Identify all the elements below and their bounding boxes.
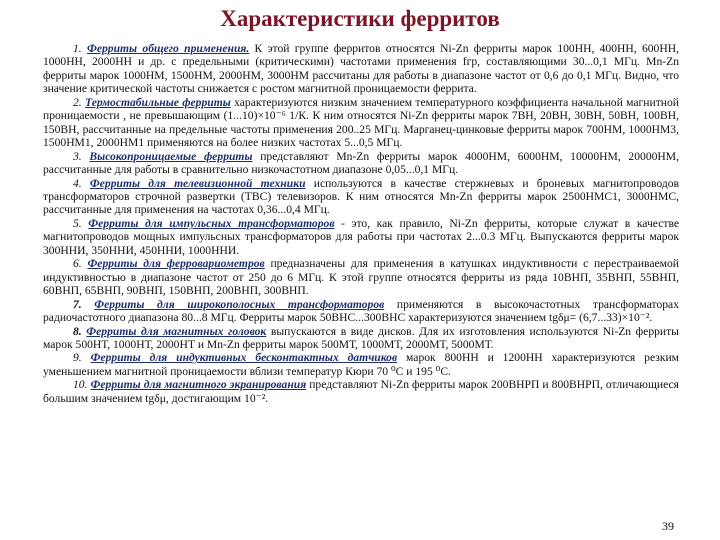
page-number: 39 [662, 519, 674, 533]
paragraph-6 [43, 257, 679, 297]
paragraph-lead: Ферриты для импульсных трансформаторов [88, 216, 335, 230]
paragraph-lead: Ферриты общего применения. [87, 42, 250, 55]
paragraph-text: используются в качестве стержневых и броневых магнитопроводов трансформаторов строчной развертки (ТВС) телевизоров. К ним относятся Mn-Zn ферриты марок 2500НМС1, 3000НМС, рассчитанные для применения на частотах 0,36...0,4 МГц. [43, 176, 680, 217]
paragraph-number: 2. [73, 95, 82, 109]
paragraph-lead: Ферриты для магнитных головок [86, 324, 267, 338]
paragraph-lead: Ферриты для индуктивных бесконтактных датчиков [90, 351, 398, 365]
paragraph-1 [43, 42, 679, 96]
paragraph-number: 9. [73, 351, 82, 365]
paragraph-number: 5. [73, 216, 82, 230]
paragraph-lead: Термостабильные ферриты [85, 95, 231, 109]
paragraph-9 [43, 351, 679, 378]
paragraph-text: К этой группе ферритов относятся Ni-Zn ферриты марок 100НН, 400НН, 600НН, 1000НН, 2000НН и др. с предельными (критическими) частотами применения fгр, составляющими 30...0,1 МГц. Mn-Zn ферриты марок 1000НМ, 1500НМ, 2000НМ, 3000НМ рассчитаны для работы в диапазоне частот от 0,6 до 0,1 МГц. Видно, что значение критической частоты снижается с ростом магнитной проницаемости феррита. [43, 42, 679, 96]
paragraph-text: применяются в высокочастотных трансформаторах радиочастотного диапазона 80...8 МГц. Ферриты марок 50ВНС...300ВНС характеризуются значением tgδμ= (6,7...33)×10⁻². [43, 297, 679, 325]
paragraph-4 [43, 177, 679, 217]
paragraph-text: марок 800НН и 1200НН характеризуются резким уменьшением магнитной проницаемости вблизи температур Кюри 70 ⁰С и 195 ⁰С. [43, 351, 679, 378]
paragraph-text: представляют Mn-Zn ферриты марок 4000НМ, 6000НМ, 10000НМ, 20000НМ, рассчитанные для работы в сравнительно низкочастотном диапазоне 0,05...0,1 МГц. [43, 149, 679, 177]
paragraph-number: 10. [73, 378, 88, 392]
paragraph-3 [43, 150, 679, 177]
paragraph-8 [43, 325, 679, 352]
paragraph-lead: Ферриты для ферровариометров [87, 257, 265, 271]
paragraph-7 [43, 298, 679, 325]
paragraph-number: 1. [73, 42, 82, 55]
paragraph-number: 6. [73, 257, 82, 271]
paragraph-text: выпускаются в виде дисков. Для их изготовления используются Ni-Zn ферриты марок 500НТ, 1000НТ, 2000НТ и Mn-Zn ферриты марок 500МТ, 1000МТ, 2000МТ, 5000МТ. [43, 324, 679, 351]
paragraph-number: 7. [73, 297, 82, 311]
paragraph-text: предназначены для применения в катушках индуктивности с перестраиваемой индуктивностью в диапазоне частот от 250 до 6 МГц. К этой группе относятся ферриты из ряда 10ВНП, 35ВНП, 55ВНП, 60ВНП, 65ВНП, 90ВНП, 150ВНП, 200ВНП, 300ВНП. [43, 257, 679, 298]
document-body [43, 42, 679, 405]
paragraph-number: 4. [73, 176, 82, 190]
paragraph-text: - это, как правило, Ni-Zn ферриты, которые служат в качестве магнитопроводов мощных импульсных трансформаторов для работы при частотах 2...0.3 МГц. Выпускаются ферриты марок 300ННИ, 350ННИ, 450ННИ, 1000ННИ. [43, 216, 680, 257]
page-title: Характеристики ферритов [220, 6, 500, 31]
paragraph-number: 8. [73, 324, 82, 338]
paragraph-lead: Ферриты для магнитного экранирования [90, 378, 307, 392]
paragraph-5 [43, 217, 679, 257]
paragraph-number: 3. [73, 149, 82, 163]
paragraph-text: представляют Ni-Zn ферриты марок 200ВНРП и 800ВНРП, отличающиеся большим значением tgδμ, достигающим 10⁻². [43, 378, 679, 405]
paragraph-10 [43, 378, 679, 405]
paragraph-lead: Ферриты для широкополосных трансформаторов [94, 297, 385, 311]
paragraph-text: характеризуются низким значением температурного коэффициента начальной магнитной проницаемости , не превышающим (1...10)×10⁻⁶ 1/К. К ним относятся Ni-Zn ферриты марок 7ВН, 20ВН, 30ВН, 50ВН, 100ВН, 150ВН, рассчитанные на предельные частоты применения 200..25 МГц. Марганец-цинковые ферриты марок 700НМ, 1000НМ3, 1500НМ1, 2000НМ1 применяются на более низких частотах 5...0,5 МГц. [43, 95, 679, 150]
paragraph-lead: Высокопроницаемые ферриты [89, 149, 253, 163]
paragraph-2 [43, 96, 679, 150]
paragraph-lead: Ферриты для телевизионной техники [89, 176, 306, 190]
